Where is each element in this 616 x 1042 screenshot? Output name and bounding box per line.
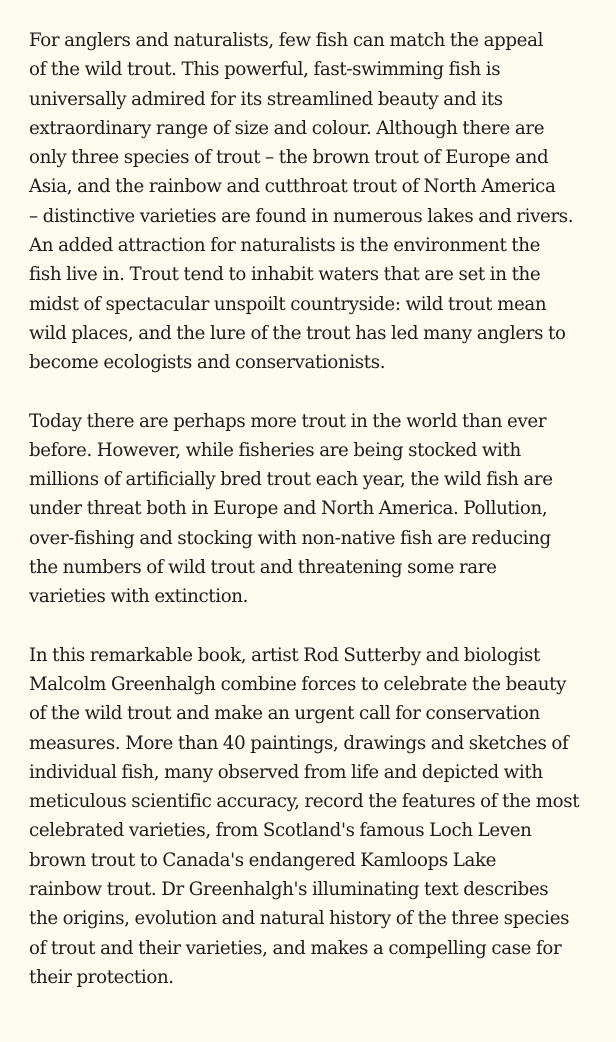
text-line: meticulous scientific accuracy, record the features of the most [29, 791, 580, 813]
text-line: In this remarkable book, artist Rod Sutterby and biologist [29, 644, 540, 666]
text-line: midst of spectacular unspoilt countryside: wild trout mean [29, 293, 547, 315]
text-line: fish live in. Trout tend to inhabit waters that are set in the [29, 264, 541, 286]
text-line: Malcolm Greenhalgh combine forces to celebrate the beauty [29, 673, 567, 695]
text-line: become ecologists and conservationists. [29, 352, 386, 374]
text-line: Asia, and the rainbow and cutthroat trout of North America [29, 176, 556, 198]
paragraph-book-description [29, 641, 604, 993]
text-line: universally admired for its streamlined beauty and its [29, 88, 503, 110]
paragraph-intro [29, 26, 604, 378]
text-line: Today there are perhaps more trout in the world than ever [29, 410, 547, 432]
text-line: brown trout to Canada's endangered Kamloops Lake [29, 849, 497, 871]
text-line: over-fishing and stocking with non-native fish are reducing [29, 527, 551, 549]
text-line: the origins, evolution and natural history of the three species [29, 908, 570, 930]
paragraph-threats [29, 407, 604, 612]
paragraph-spacer [29, 378, 604, 407]
text-line: under threat both in Europe and North America. Pollution, [29, 498, 548, 520]
text-line: their protection. [29, 966, 174, 988]
text-line: An added attraction for naturalists is the environment the [29, 235, 541, 257]
text-line: only three species of trout – the brown trout of Europe and [29, 147, 549, 169]
text-line: extraordinary range of size and colour. Although there are [29, 117, 545, 139]
text-line: individual fish, many observed from life and depicted with [29, 761, 543, 783]
text-line: the numbers of wild trout and threatening some rare [29, 557, 497, 579]
text-line: of the wild trout. This powerful, fast-swimming fish is [29, 59, 501, 81]
text-line: varieties with extinction. [29, 586, 249, 608]
text-line: wild places, and the lure of the trout has led many anglers to [29, 322, 566, 344]
text-line: millions of artificially bred trout each year, the wild fish are [29, 469, 553, 491]
paragraph-spacer [29, 612, 604, 641]
text-line: For anglers and naturalists, few fish can match the appeal [29, 30, 544, 51]
text-line: – distinctive varieties are found in numerous lakes and rivers. [29, 205, 574, 227]
text-line: rainbow trout. Dr Greenhalgh's illuminating text describes [29, 879, 549, 901]
text-line: celebrated varieties, from Scotland's famous Loch Leven [29, 820, 532, 842]
text-line: of trout and their varieties, and makes a compelling case for [29, 937, 562, 959]
text-line: before. However, while fisheries are being stocked with [29, 439, 521, 461]
text-line: of the wild trout and make an urgent call for conservation [29, 703, 540, 725]
text-line: measures. More than 40 paintings, drawings and sketches of [29, 732, 569, 754]
